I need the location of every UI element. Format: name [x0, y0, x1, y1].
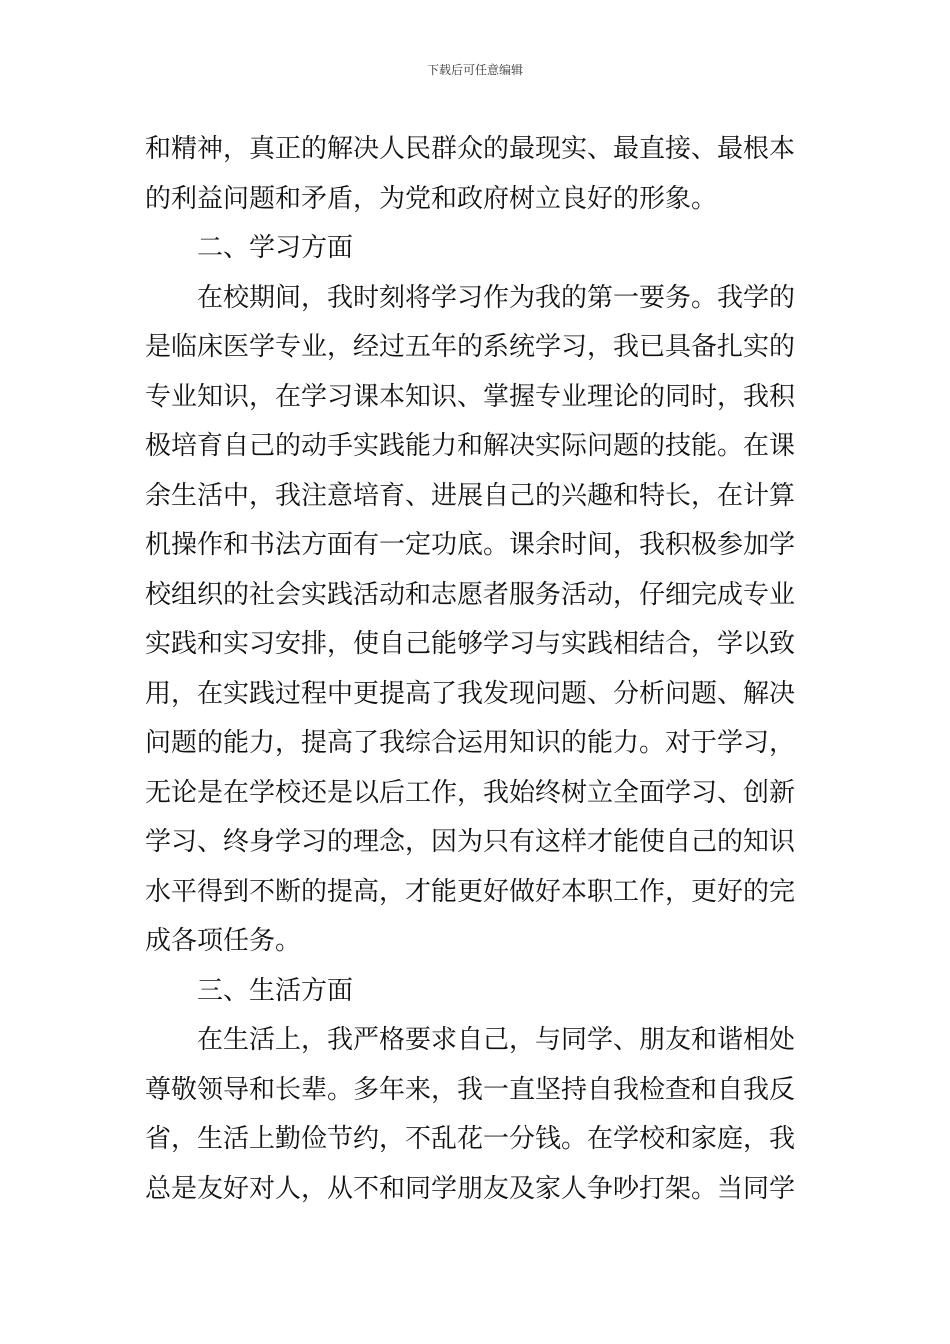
document-body — [145, 125, 810, 1214]
text-line: 学习、终身学习的理念，因为只有这样才能使自己的知识 — [145, 827, 796, 857]
text-line: 三、生活方面 — [197, 975, 354, 1006]
text-line: 的利益问题和矛盾，为党和政府树立良好的形象。 — [145, 183, 718, 214]
text-line: 用，在实践过程中更提高了我发现问题、分析问题、解决 — [145, 678, 796, 709]
text-line: 在生活上，我严格要求自己，与同学、朋友和谐相处 — [197, 1025, 796, 1055]
text-line: 尊敬领导和长辈。多年来，我一直坚持自我检查和自我反 — [145, 1074, 796, 1105]
text-line: 余生活中，我注意培育、进展自己的兴趣和特长，在计算 — [145, 480, 796, 511]
text-line: 水平得到不断的提高，才能更好做好本职工作，更好的完 — [145, 876, 796, 907]
text-line: 实践和实习安排，使自己能够学习与实践相结合，学以致 — [145, 629, 796, 659]
text-line: 机操作和书法方面有一定功底。课余时间，我积极参加学 — [145, 530, 796, 560]
text-line: 极培育自己的动手实践能力和解决实际问题的技能。在课 — [145, 431, 796, 461]
text-line: 成各项任务。 — [145, 926, 302, 956]
page-header: 下载后可任意编辑 — [426, 63, 523, 77]
text-line: 是临床医学专业，经过五年的系统学习，我已具备扎实的 — [145, 332, 796, 362]
text-line: 无论是在学校还是以后工作，我始终树立全面学习、创新 — [145, 777, 796, 808]
text-line: 问题的能力，提高了我综合运用知识的能力。对于学习， — [145, 728, 796, 758]
text-line: 总是友好对人，从不和同学朋友及家人争吵打架。当同学 — [145, 1173, 796, 1204]
text-line: 和精神，真正的解决人民群众的最现实、最直接、最根本 — [145, 134, 796, 164]
text-line: 在校期间，我时刻将学习作为我的第一要务。我学的 — [197, 282, 796, 313]
text-line: 省，生活上勤俭节约，不乱花一分钱。在学校和家庭，我 — [145, 1124, 796, 1154]
text-line: 校组织的社会实践活动和志愿者服务活动，仔细完成专业 — [145, 579, 796, 610]
text-line: 专业知识，在学习课本知识、掌握专业理论的同时，我积 — [145, 381, 796, 412]
text-line: 二、学习方面 — [197, 233, 354, 263]
